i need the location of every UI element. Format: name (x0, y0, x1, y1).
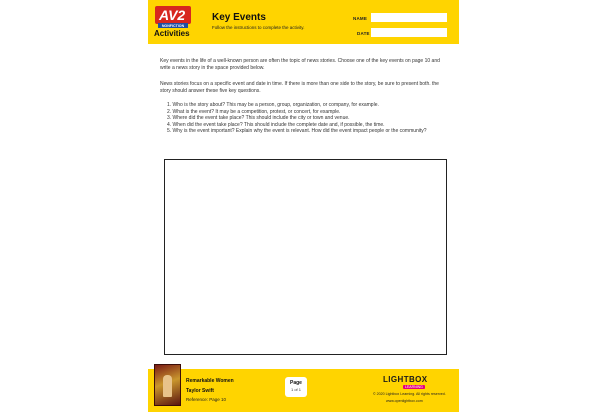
logo-wordmark: AV2 (159, 7, 186, 23)
date-label: DATE (357, 31, 370, 36)
focus-paragraph: News stories focus on a specific event and date in time. If there is more than one side to the story, be sure to present both. the story should answer these five key questions. (160, 81, 439, 94)
book-title: Taylor Swift (186, 388, 214, 394)
book-cover-image (154, 364, 181, 406)
lightbox-learning-tag: LEARNING (405, 385, 423, 389)
page-label: Page (290, 380, 302, 386)
page-number: 1 of 1 (290, 387, 301, 392)
logo-tag: NONFICTION (161, 24, 185, 28)
page-badge (285, 377, 307, 397)
question-item: 4. When did the event take place? This should include the complete date and, if possible, the time. (167, 121, 385, 128)
page-subtitle: Follow the instructions to complete the activity. (212, 25, 305, 30)
question-item: 3. Where did the event take place? This should include the city or town and venue. (167, 115, 350, 121)
series-title: Remarkable Women (186, 378, 234, 384)
news-story-answer-box[interactable] (164, 159, 447, 355)
date-field[interactable] (371, 28, 447, 37)
name-label: NAME (353, 16, 368, 21)
question-item: 2. What is the event? It may be a competition, protest, or concert, for example. (167, 108, 341, 115)
page-title: Key Events (212, 12, 266, 23)
av2-logo (155, 6, 191, 26)
cover-figure (163, 375, 172, 397)
question-item: 1. Who is the story about? This may be a person, group, organization, or company, for example. (167, 102, 379, 108)
name-field[interactable] (371, 13, 447, 22)
header-banner (148, 0, 459, 44)
lightbox-logo: LIGHTBOX (383, 375, 428, 384)
worksheet-page (148, 0, 459, 412)
intro-paragraph: Key events in the life of a well-known person are often the topic of news stories. Choose one of the key events on page 10 and write a news story in the space provided below. (160, 58, 440, 71)
key-questions-list (160, 102, 450, 135)
page-reference: Reference: Page 10 (186, 397, 227, 402)
website-link[interactable]: www.openlightbox.com (386, 399, 423, 403)
logo-activities-label: Activities (154, 29, 190, 38)
copyright-text: © 2020 Lightbox Learning. All rights reserved. (373, 392, 446, 396)
question-item: 5. Why is the event important? Explain why the event is relevant. How did the event impact people or the community? (167, 128, 427, 134)
